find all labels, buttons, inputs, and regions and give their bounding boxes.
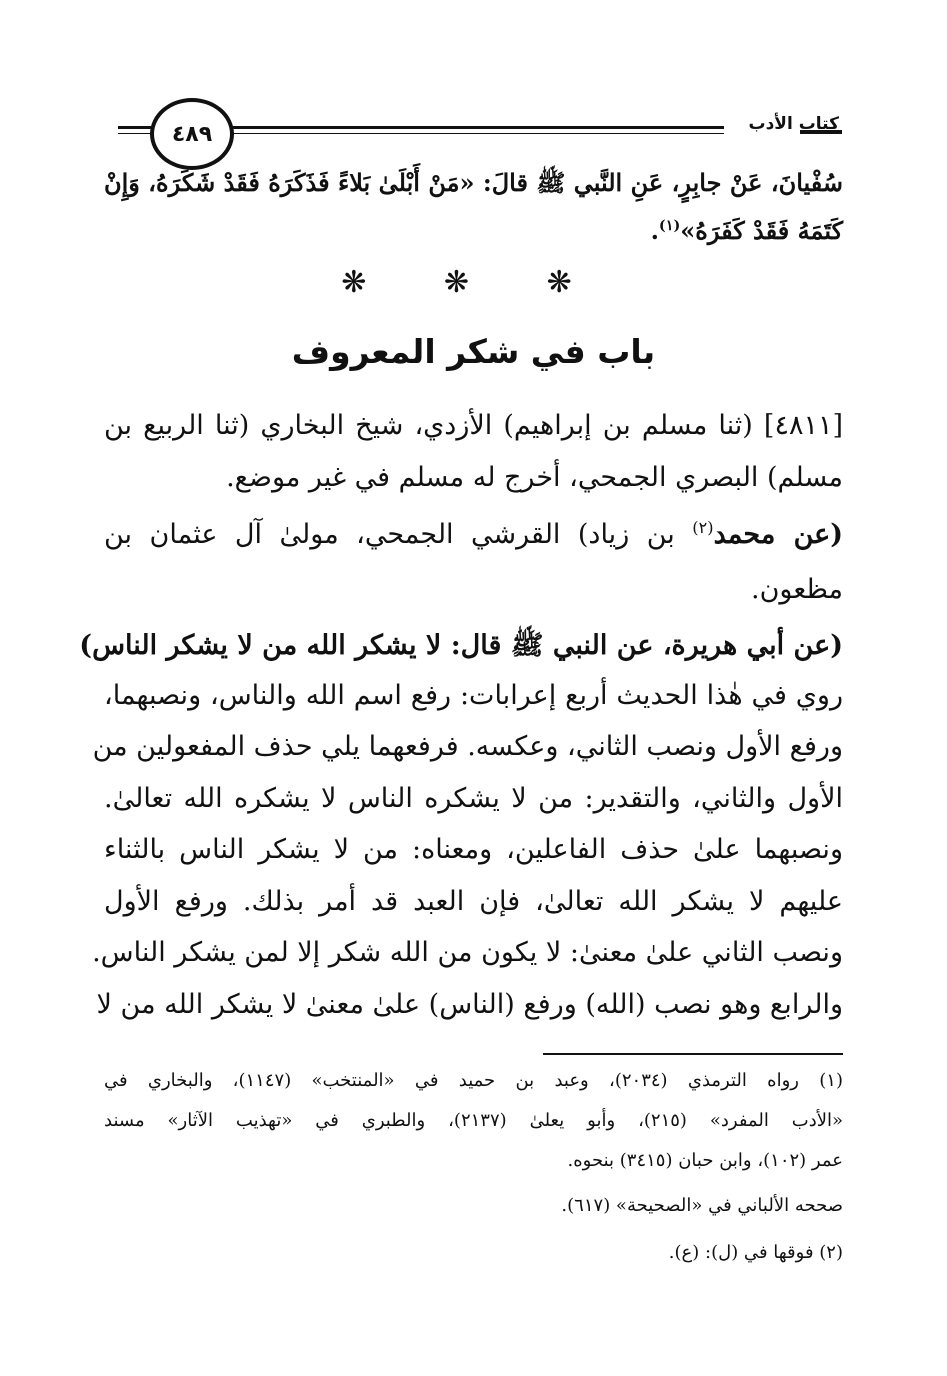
page-number: ٤٨٩ bbox=[171, 121, 213, 147]
entry-line-4: مظعون. bbox=[751, 574, 843, 605]
entry-line-1: [٤٨١١] (ثنا مسلم بن إبراهيم) الأزدي، شيخ البخاري (ثنا الربيع بن bbox=[104, 410, 844, 441]
footnote-ref-1: (١) bbox=[658, 217, 681, 234]
section-separator: ❋ ❋ ❋ bbox=[341, 265, 606, 300]
entry-line-3 bbox=[104, 518, 843, 550]
header-rule-right bbox=[228, 126, 724, 129]
entry-line-11: ونصب الثاني علىٰ معنىٰ: لا يكون من الله شكر إلا لمن يشكر الناس. bbox=[92, 937, 843, 968]
entry-line-5: (عن أبي هريرة، عن النبي ﷺ قال: لا يشكر الله من لا يشكر الناس) bbox=[79, 630, 843, 661]
entry-line-2: مسلم) البصري الجمحي، أخرج له مسلم في غير موضع. bbox=[226, 462, 843, 493]
entry-line-7: ورفع الأول ونصب الثاني، وعكسه. فرفعهما يلي حذف المفعولين من bbox=[92, 731, 843, 762]
entry-line-9: ونصبهما علىٰ حذف الفاعلين، ومعناه: من لا يشكر الناس بالثناء bbox=[104, 834, 843, 865]
page-number-badge bbox=[150, 98, 234, 170]
entry-line-3-b: بن زياد) القرشي الجمحي، مولىٰ آل عثمان بن bbox=[104, 519, 693, 550]
hadith-line-2-end: . bbox=[650, 216, 659, 245]
hadith-line-2-text: كَتَمَهُ فَقَدْ كَفَرَهُ» bbox=[680, 216, 843, 245]
entry-line-8: الأول والثاني، والتقدير: من لا يشكره الناس لا يشكره الله تعالىٰ. bbox=[104, 783, 843, 814]
footnote-ref-2: (٢) bbox=[692, 518, 714, 537]
footnote-1-line-4: صححه الألباني في «الصحيحة» (٦١٧). bbox=[561, 1195, 843, 1216]
running-title: كتاب الأدب bbox=[748, 114, 839, 134]
hadith-line-1: سُفْيانَ، عَنْ جابِرٍ، عَنِ النَّبي ﷺ قالَ: «مَنْ أَبْلَىٰ بَلاءً فَذَكَرَهُ فَقَدْ شَكَرَهُ، وَإِنْ bbox=[104, 168, 844, 197]
entry-line-10: عليهم لا يشكر الله تعالىٰ، فإن العبد قد أمر بذلك. ورفع الأول bbox=[104, 886, 843, 917]
footnote-1-line-3: عمر (١٠٢)، وابن حبان (٣٤١٥) بنحوه. bbox=[567, 1150, 843, 1171]
footnote-rule bbox=[543, 1053, 843, 1055]
header-rule-left-thin bbox=[118, 133, 152, 134]
hadith-line-2 bbox=[104, 216, 843, 245]
entry-line-3-a: (عن محمد bbox=[713, 519, 844, 550]
footnote-1-line-1: (١) رواه الترمذي (٢٠٣٤)، وعبد بن حميد في «المنتخب» (١١٤٧)، والبخاري في bbox=[104, 1070, 843, 1091]
footnote-2: (٢) فوقها في (ل): (ع). bbox=[668, 1242, 843, 1263]
chapter-title: باب في شكر المعروف bbox=[291, 332, 656, 371]
header-rule-left bbox=[118, 126, 152, 129]
header-rule-right-thin bbox=[228, 133, 724, 134]
footnote-1-line-2: «الأدب المفرد» (٢١٥)، وأبو يعلىٰ (٢١٣٧)، والطبري في «تهذيب الآثار» مسند bbox=[104, 1110, 843, 1131]
entry-line-12: والرابع وهو نصب (الله) ورفع (الناس) علىٰ معنىٰ لا يشكر الله من لا bbox=[96, 989, 843, 1020]
entry-line-6: روي في هٰذا الحديث أربع إعرابات: رفع اسم الله والناس، ونصبهما، bbox=[104, 680, 843, 711]
